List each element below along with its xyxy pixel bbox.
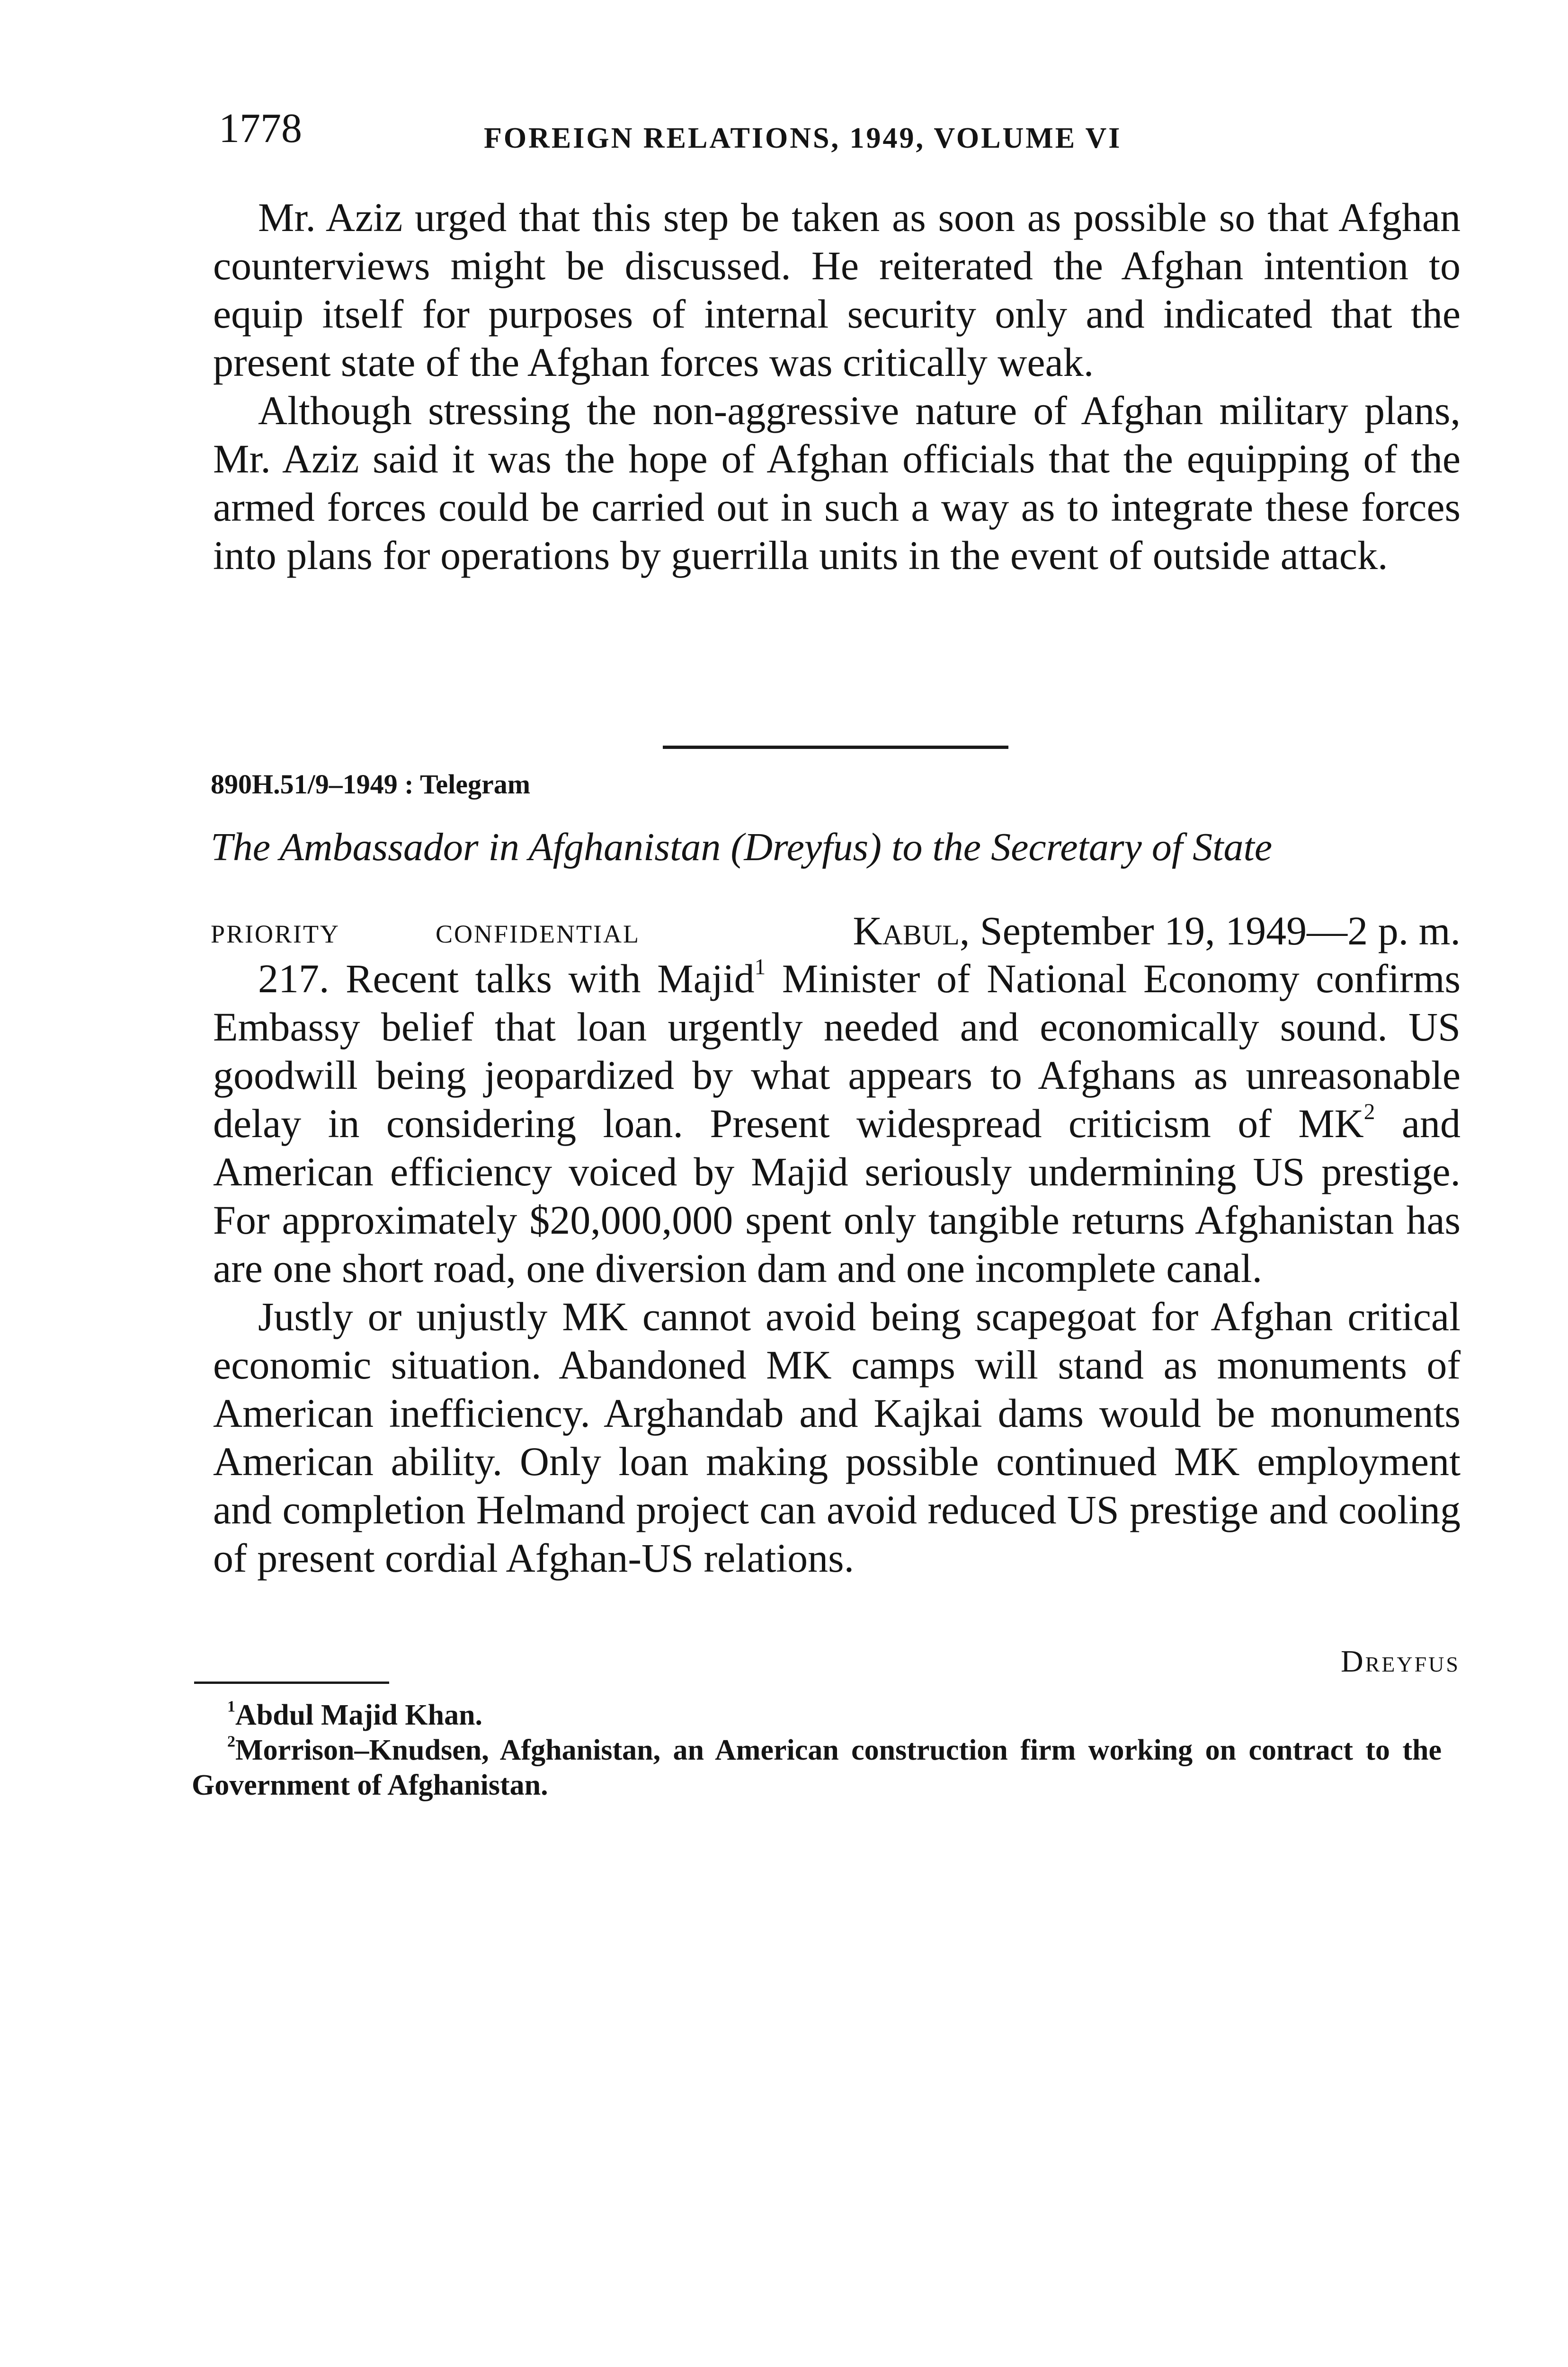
telegram-meta: [211, 907, 1461, 954]
paragraph: Justly or unjustly MK cannot avoid being scapegoat for Afghan critical economic situation. Abandoned MK camps will stand as monuments of American inefficiency. Arghandab and Kajkai dams would be monuments American ability. Only loan making possible continued MK employment and completion Helmand project can avoid reduced US prestige and cooling of present cordial Afghan-US relations.: [213, 1294, 1461, 1581]
footnote-text: Abdul Majid Khan.: [235, 1699, 483, 1731]
classification-label: CONFIDENTIAL: [436, 920, 640, 948]
file-reference: 890H.51/9–1949 : Telegram: [211, 769, 531, 800]
paragraph: [213, 954, 1461, 1292]
page-number: 1778: [219, 106, 302, 151]
journal-title: FOREIGN RELATIONS, 1949, VOLUME VI: [484, 122, 1122, 154]
paragraph-text: Minister of National Economy confirms Embassy belief that loan urgently needed and economically sound. US goodwill being jeopardized by what appears to Afghans as unreasonable delay in considering loan. Present widespread criticism of MK: [213, 956, 1461, 1146]
dateline: [853, 907, 1461, 954]
section-divider: [663, 746, 1008, 749]
telegram-body: [213, 954, 1461, 1582]
running-head: [219, 105, 1459, 162]
signature: Dreyfus: [1340, 1644, 1460, 1679]
dateline-date: , September 19, 1949—2 p. m.: [959, 908, 1461, 953]
footnote: [192, 1733, 1442, 1803]
dateline-place: Kabul: [853, 908, 960, 953]
document-heading: The Ambassador in Afghanistan (Dreyfus) to the Secretary of State: [211, 825, 1273, 869]
footnote-ref: 1: [754, 955, 766, 980]
paragraph: Mr. Aziz urged that this step be taken as soon as possible so that Afghan counterviews might be discussed. He reiterated the Afghan intention to equip itself for purposes of internal security only and indicated that the present state of the Afghan forces was critically weak.: [213, 195, 1461, 385]
paragraph-text: 217. Recent talks with Majid: [258, 956, 755, 1001]
footnote-marker: 2: [227, 1733, 236, 1751]
footnote-marker: 1: [227, 1698, 236, 1716]
footnote-ref: 2: [1363, 1100, 1375, 1125]
footnotes: [192, 1698, 1442, 1803]
footnote-divider: [194, 1682, 389, 1684]
priority-label: PRIORITY: [211, 920, 340, 948]
footnote: [192, 1698, 1442, 1733]
footnote-text: Morrison–Knudsen, Afghanistan, an American construction firm working on contract to the Government of Afghanistan.: [192, 1734, 1442, 1801]
paragraph-text: and American efficiency voiced by Majid seriously undermining US prestige. For approximately $20,000,000 spent only tangible returns Afghanistan has are one short road, one diversion dam and one incomplete canal.: [213, 1101, 1461, 1291]
paragraph: Although stressing the non-aggressive nature of Afghan military plans, Mr. Aziz said it was the hope of Afghan officials that the equipping of the armed forces could be carried out in such a way as to integrate these forces into plans for operations by guerrilla units in the event of outside attack.: [213, 388, 1461, 578]
previous-document-text: [213, 193, 1461, 579]
